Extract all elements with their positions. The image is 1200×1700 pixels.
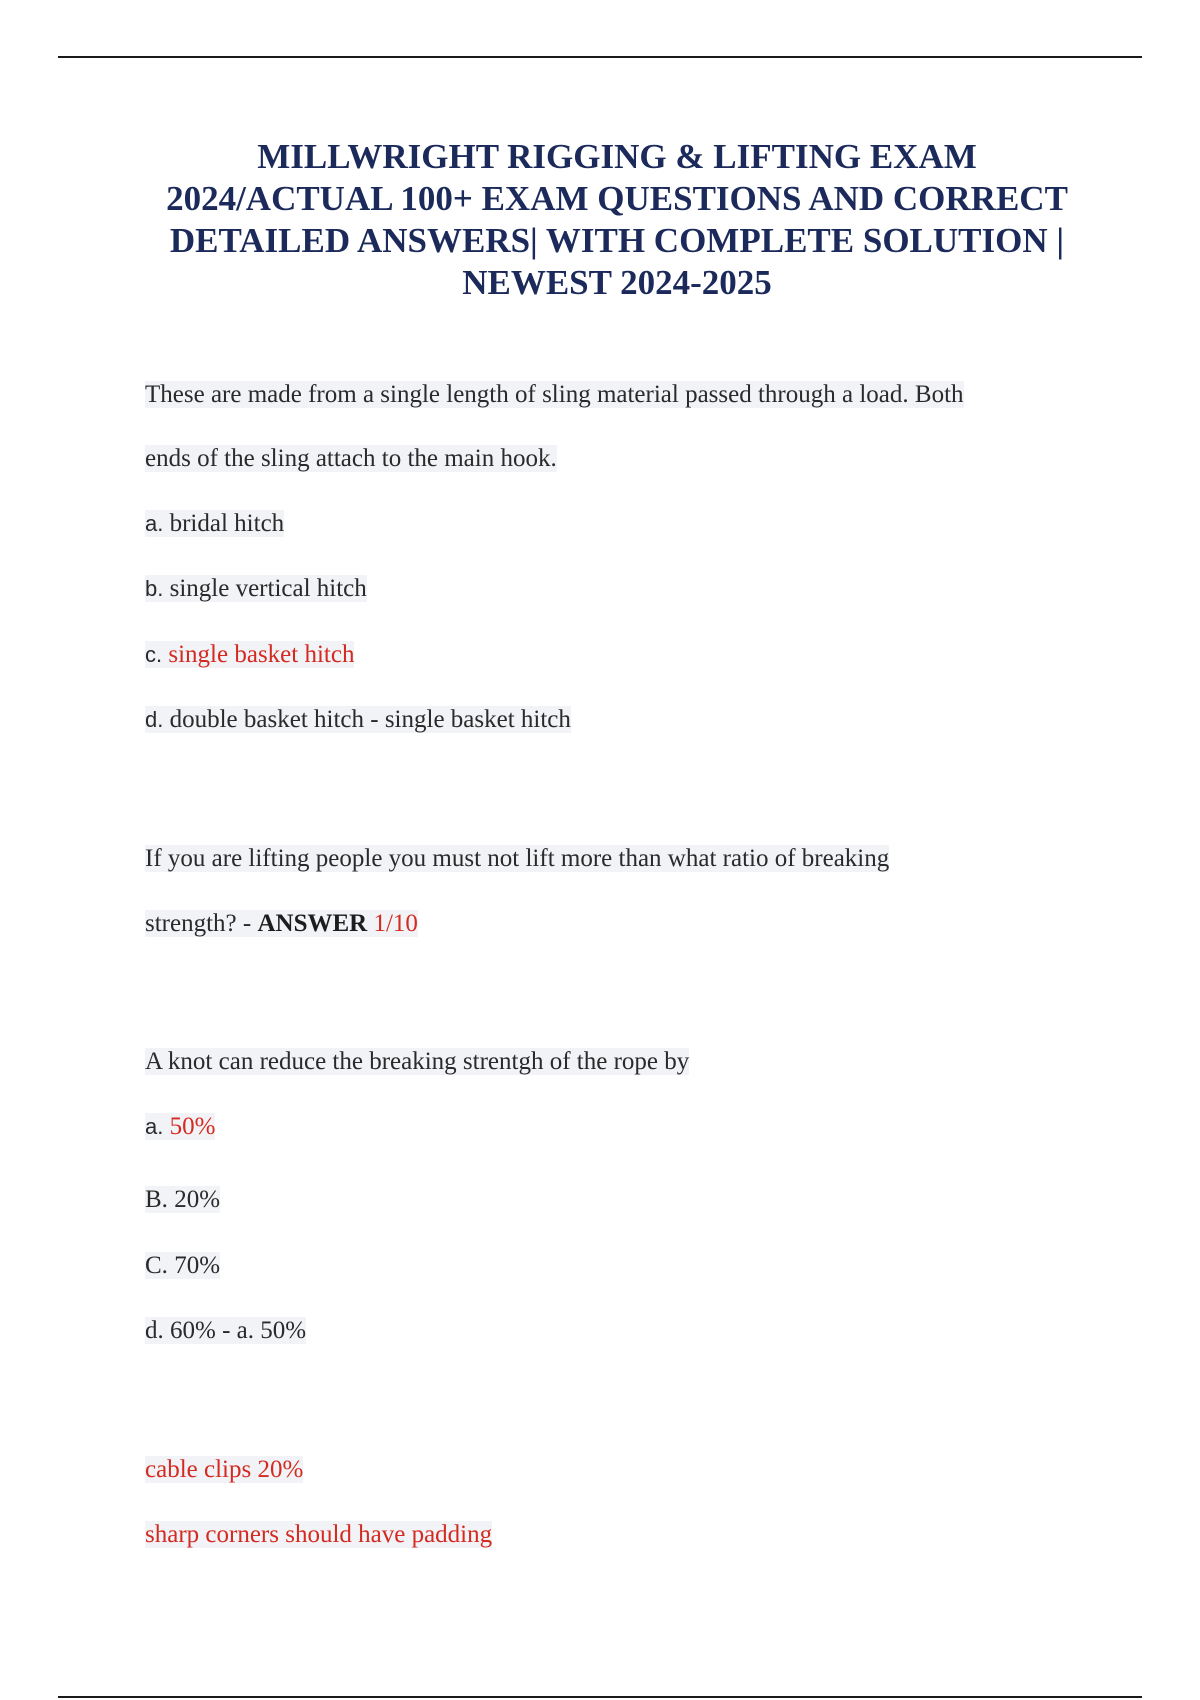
option-prefix: C. bbox=[145, 1252, 168, 1279]
option-prefix: a. bbox=[145, 511, 164, 536]
question-2-text-line-2 bbox=[145, 907, 418, 941]
answer-label: ANSWER bbox=[257, 910, 368, 937]
option-prefix: c. bbox=[145, 642, 163, 667]
option-prefix: d. bbox=[145, 707, 164, 732]
question-1-text-line-2: ends of the sling attach to the main hook. bbox=[145, 445, 557, 472]
bottom-rule bbox=[58, 1696, 1142, 1698]
option-prefix: B. bbox=[145, 1186, 168, 1213]
option-text: 70% bbox=[174, 1252, 221, 1279]
note-sharp-corners: sharp corners should have padding bbox=[145, 1521, 493, 1548]
top-rule bbox=[58, 56, 1142, 58]
question-1-option-c bbox=[145, 638, 354, 672]
question-text: strength? - bbox=[145, 910, 258, 937]
question-1-option-d bbox=[145, 703, 571, 737]
option-text: double basket hitch - single basket hitch bbox=[169, 706, 571, 733]
option-prefix: b. bbox=[145, 576, 164, 601]
title-line: 2024/ACTUAL 100+ EXAM QUESTIONS AND CORRECT bbox=[166, 179, 1068, 218]
question-2-text-line-1: If you are lifting people you must not lift more than what ratio of breaking bbox=[145, 845, 890, 872]
question-3-text: A knot can reduce the breaking strentgh of the rope by bbox=[145, 1048, 690, 1075]
question-3-option-c bbox=[145, 1249, 220, 1283]
question-3-option-d bbox=[145, 1314, 306, 1348]
title-line: MILLWRIGHT RIGGING & LIFTING EXAM bbox=[257, 137, 977, 176]
question-1-option-a bbox=[145, 507, 284, 541]
correct-option-text: 50% bbox=[169, 1113, 216, 1140]
note-cable-clips: cable clips 20% bbox=[145, 1456, 304, 1483]
option-prefix: d. bbox=[145, 1317, 164, 1344]
option-prefix: a. bbox=[145, 1114, 164, 1139]
question-3-option-b bbox=[145, 1183, 220, 1217]
option-text: 20% bbox=[174, 1186, 221, 1213]
question-1-option-b bbox=[145, 572, 367, 606]
title-line: DETAILED ANSWERS| WITH COMPLETE SOLUTION | bbox=[169, 221, 1065, 260]
document-title bbox=[120, 136, 1114, 304]
question-3-option-a bbox=[145, 1110, 215, 1144]
option-text: single vertical hitch bbox=[169, 575, 367, 602]
question-1-text-line-1: These are made from a single length of sling material passed through a load. Both bbox=[145, 381, 964, 408]
option-text: bridal hitch bbox=[169, 510, 285, 537]
option-text: 60% - a. 50% bbox=[170, 1317, 307, 1344]
answer-value: 1/10 bbox=[373, 910, 418, 937]
title-line: NEWEST 2024-2025 bbox=[462, 263, 772, 302]
correct-option-text: single basket hitch bbox=[168, 641, 355, 668]
